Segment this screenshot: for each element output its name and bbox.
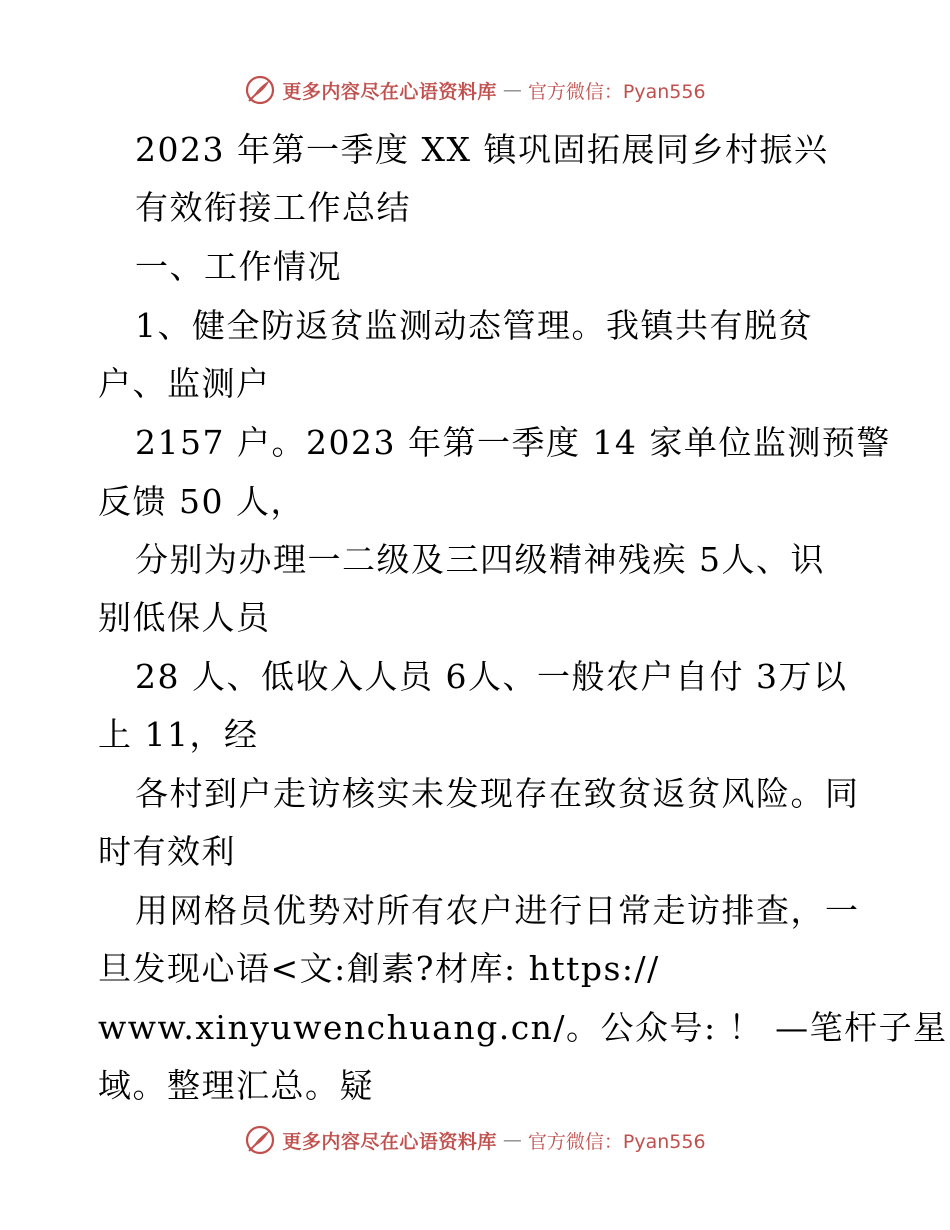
- footer-separator: —: [502, 1129, 522, 1151]
- header-separator: —: [502, 79, 522, 101]
- paragraph-line: 28 人、低收入人员 6人、一般农户自付 3万以: [135, 657, 848, 696]
- paragraph-line: 旦发现心语<文:創素?材库: https://: [98, 949, 660, 988]
- paragraph-line: 2157 户。2023 年第一季度 14 家单位监测预警: [135, 423, 891, 462]
- header-slogan: 更多内容尽在心语资料库: [282, 80, 497, 103]
- title-line-1: 2023 年第一季度 XX 镇巩固拓展同乡村振兴: [135, 130, 829, 169]
- section-heading: 一、工作情况: [135, 247, 342, 286]
- paragraph-line: 上 11，经: [98, 715, 259, 754]
- title-line-2: 有效衔接工作总结: [135, 188, 411, 227]
- paragraph-line: www.xinyuwenchuang.cn/。公众号: ！ —笔杆子星: [98, 1008, 948, 1047]
- paragraph-line: 反馈 50 人，: [98, 482, 305, 521]
- feather-quill-logo-icon: [244, 1124, 276, 1156]
- paragraph-line: 时有效利: [98, 832, 236, 871]
- paragraph-line: 1、健全防返贫监测动态管理。我镇共有脱贫: [135, 306, 813, 345]
- footer-contact: 官方微信：Pyan556: [527, 1130, 706, 1153]
- paragraph-line: 用网格员优势对所有农户进行日常走访排查，一: [135, 891, 860, 930]
- footer-banner: [0, 1120, 950, 1160]
- feather-quill-logo-icon: [244, 74, 276, 106]
- paragraph-line: 户、监测户: [98, 364, 271, 403]
- paragraph-line: 分别为办理一二级及三四级精神残疾 5人、识: [135, 540, 825, 579]
- paragraph-line: 各村到户走访核实未发现存在致贫返贫风险。同: [135, 774, 860, 813]
- header-banner: [0, 70, 950, 110]
- footer-slogan: 更多内容尽在心语资料库: [282, 1130, 497, 1153]
- paragraph-line: 域。整理汇总。疑: [98, 1066, 374, 1105]
- paragraph-line: 别低保人员: [98, 598, 271, 637]
- header-contact: 官方微信：Pyan556: [527, 80, 706, 103]
